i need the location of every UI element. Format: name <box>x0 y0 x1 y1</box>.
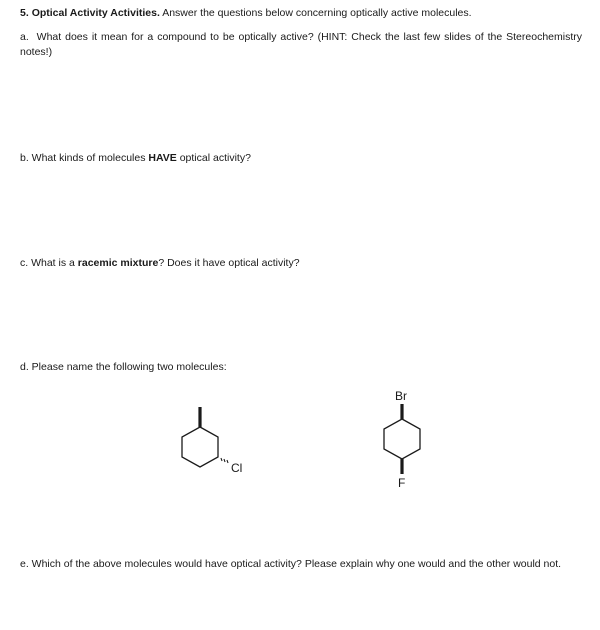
molecule-1-cyclohexane-chloro <box>160 395 270 495</box>
question-5-intro: Answer the questions below concerning optically active molecules. <box>162 7 472 19</box>
question-5-title: 5. Optical Activity Activities. <box>20 7 160 19</box>
question-e: e. Which of the above molecules would have optical activity? Please explain why one would and the other would not. <box>20 558 562 570</box>
question-b: b. What kinds of molecules HAVE optical activity? <box>20 152 251 164</box>
question-b-emphasis: HAVE <box>148 152 177 164</box>
molecule-1-hashed-bond <box>221 458 228 463</box>
molecule-2-cyclohexane-bromo-fluoro <box>370 385 440 495</box>
question-c-emphasis: racemic mixture <box>77 257 159 269</box>
molecule-2-bromine-label: Br <box>395 389 407 403</box>
molecule-1-ring <box>182 427 218 467</box>
question-a-text: What does it mean for a compound to be optically active? (HINT: Check the last few slides of the Stereochemistry notes!) <box>20 31 582 58</box>
question-d: d. Please name the following two molecules: <box>20 361 227 373</box>
molecule-2-fluorine-label: F <box>398 476 406 490</box>
molecule-2-ring <box>384 419 420 459</box>
question-a <box>20 30 582 60</box>
question-c: c. What is a racemic mixture? Does it have optical activity? <box>20 257 300 269</box>
molecule-1-chlorine-label: Cl <box>231 461 243 475</box>
question-5-heading <box>20 6 582 21</box>
question-a-letter: a. <box>20 31 29 43</box>
